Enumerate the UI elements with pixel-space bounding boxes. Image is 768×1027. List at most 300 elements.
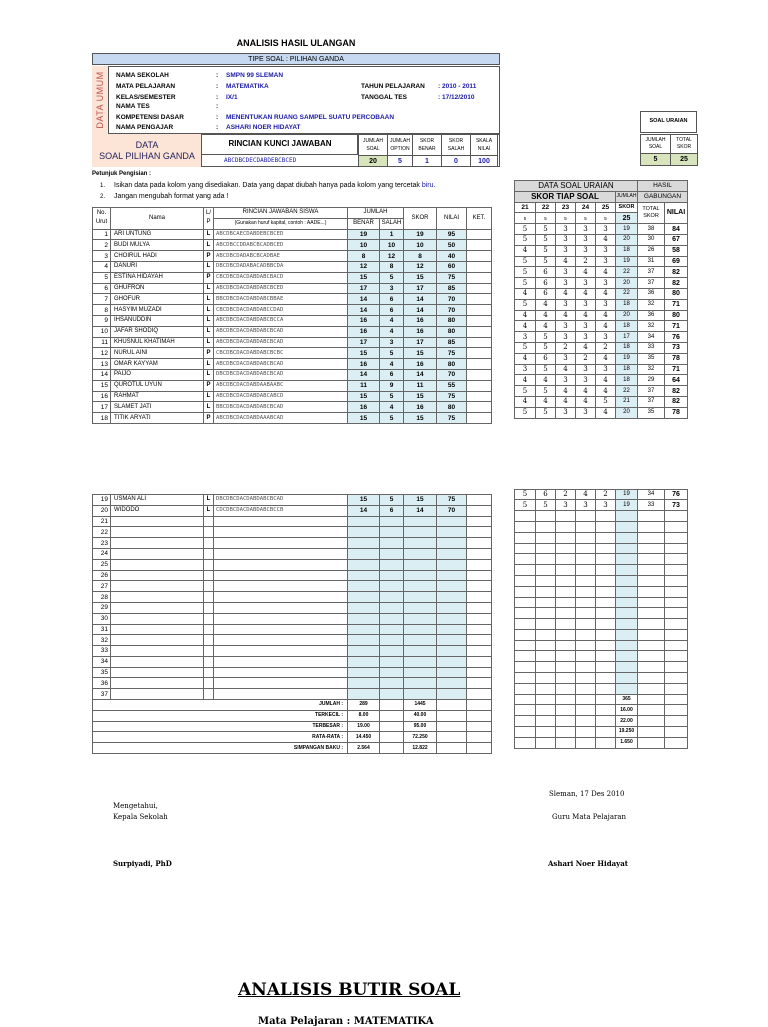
uraian-score[interactable]: 5	[536, 364, 556, 375]
uraian-score[interactable]	[596, 597, 616, 608]
row-nama[interactable]	[111, 689, 204, 700]
uraian-score[interactable]	[515, 511, 536, 522]
uraian-score[interactable]: 2	[596, 342, 616, 353]
row-jawaban[interactable]	[214, 667, 348, 678]
row-lp[interactable]	[204, 646, 214, 657]
uraian-score[interactable]: 4	[515, 288, 536, 299]
uraian-score[interactable]	[536, 575, 556, 586]
row-jawaban[interactable]: ABCDBCDADABCBCADBAE	[214, 251, 348, 262]
row-jawaban[interactable]: CBCDBCDACDABDABCBCBC	[214, 348, 348, 359]
uraian-score[interactable]: 5	[536, 256, 556, 267]
uraian-score[interactable]: 4	[596, 267, 616, 278]
uraian-score[interactable]: 3	[556, 353, 576, 364]
uraian-score[interactable]: 3	[556, 224, 576, 235]
uraian-score[interactable]: 3	[515, 364, 536, 375]
row-jawaban[interactable]	[214, 635, 348, 646]
uraian-score[interactable]: 6	[536, 278, 556, 289]
row-lp[interactable]	[204, 592, 214, 603]
uraian-score[interactable]	[515, 608, 536, 619]
uraian-score[interactable]	[556, 619, 576, 630]
uraian-score[interactable]	[576, 521, 596, 532]
row-jawaban[interactable]: ABCDBCCDDABCBCADBCED	[214, 240, 348, 251]
row-ket[interactable]	[467, 240, 492, 251]
row-lp[interactable]: L	[204, 283, 214, 294]
uraian-score[interactable]: 5	[536, 224, 556, 235]
uraian-score[interactable]: 5	[515, 224, 536, 235]
row-nama[interactable]: IHSANUDDIN	[111, 315, 204, 326]
uraian-score[interactable]	[515, 521, 536, 532]
uraian-score[interactable]: 3	[576, 224, 596, 235]
row-nama[interactable]: WIDODO	[111, 505, 204, 516]
row-nama[interactable]	[111, 656, 204, 667]
row-lp[interactable]: L	[204, 359, 214, 370]
uraian-score[interactable]: 2	[556, 489, 576, 500]
row-lp[interactable]	[204, 538, 214, 549]
uraian-score[interactable]	[556, 586, 576, 597]
row-ket[interactable]	[467, 646, 492, 657]
uraian-score[interactable]: 3	[576, 321, 596, 332]
value-kd[interactable]: MENENTUKAN RUANG SAMPEL SUATU PERCOBAAN	[226, 114, 395, 121]
uraian-score[interactable]: 3	[596, 256, 616, 267]
uraian-score[interactable]	[536, 629, 556, 640]
uraian-score[interactable]: 5	[536, 332, 556, 343]
row-ket[interactable]	[467, 305, 492, 316]
uraian-score[interactable]: 3	[576, 245, 596, 256]
row-lp[interactable]: L	[204, 261, 214, 272]
uraian-score[interactable]	[556, 597, 576, 608]
row-nama[interactable]	[111, 559, 204, 570]
row-ket[interactable]	[467, 527, 492, 538]
row-ket[interactable]	[467, 380, 492, 391]
uraian-score[interactable]: 6	[536, 353, 556, 364]
uraian-score[interactable]: 4	[536, 321, 556, 332]
uraian-score[interactable]	[596, 651, 616, 662]
row-lp[interactable]: L	[204, 229, 214, 240]
uraian-score[interactable]: 5	[536, 342, 556, 353]
uraian-score[interactable]	[515, 586, 536, 597]
row-nama[interactable]	[111, 613, 204, 624]
row-lp[interactable]: L	[204, 402, 214, 413]
uraian-score[interactable]	[596, 673, 616, 684]
uraian-score[interactable]	[515, 543, 536, 554]
uraian-score[interactable]: 4	[556, 310, 576, 321]
row-nama[interactable]: PAIJO	[111, 369, 204, 380]
row-ket[interactable]	[467, 678, 492, 689]
row-lp[interactable]	[204, 548, 214, 559]
row-lp[interactable]	[204, 656, 214, 667]
row-nama[interactable]	[111, 581, 204, 592]
row-nama[interactable]	[111, 624, 204, 635]
uraian-score[interactable]	[596, 511, 616, 522]
uraian-score[interactable]: 5	[515, 267, 536, 278]
row-jawaban[interactable]: DBCDBCDACDABDABCBCAD	[214, 494, 348, 505]
row-jawaban[interactable]: DBCDBCDADABACADBBCDA	[214, 261, 348, 272]
uraian-score[interactable]	[596, 543, 616, 554]
uraian-score[interactable]	[596, 554, 616, 565]
uraian-score[interactable]: 4	[576, 386, 596, 397]
uraian-score[interactable]: 4	[576, 288, 596, 299]
uraian-score[interactable]	[515, 565, 536, 576]
row-jawaban[interactable]	[214, 592, 348, 603]
row-jawaban[interactable]: CBCDBCDACDABDABCCDAD	[214, 305, 348, 316]
uraian-score[interactable]: 3	[576, 278, 596, 289]
row-lp[interactable]	[204, 602, 214, 613]
uraian-score[interactable]: 4	[596, 353, 616, 364]
row-ket[interactable]	[467, 602, 492, 613]
value-tanggal[interactable]: : 17/12/2010	[438, 94, 475, 101]
uraian-score[interactable]: 3	[576, 375, 596, 386]
row-ket[interactable]	[467, 315, 492, 326]
row-ket[interactable]	[467, 592, 492, 603]
uraian-score[interactable]: 4	[515, 396, 536, 407]
uraian-score[interactable]	[556, 683, 576, 694]
row-lp[interactable]: P	[204, 348, 214, 359]
uraian-score[interactable]: 5	[515, 489, 536, 500]
uraian-score[interactable]	[556, 629, 576, 640]
row-jawaban[interactable]	[214, 581, 348, 592]
uraian-score[interactable]	[536, 651, 556, 662]
uraian-score[interactable]: 4	[536, 310, 556, 321]
row-jawaban[interactable]	[214, 613, 348, 624]
row-lp[interactable]: P	[204, 272, 214, 283]
uraian-score[interactable]	[536, 673, 556, 684]
row-nama[interactable]: NURUL AINI	[111, 348, 204, 359]
uraian-score[interactable]: 2	[596, 489, 616, 500]
row-jawaban[interactable]: ABCDBCDACDABDABCBCAD	[214, 326, 348, 337]
row-ket[interactable]	[467, 559, 492, 570]
row-lp[interactable]	[204, 635, 214, 646]
row-ket[interactable]	[467, 251, 492, 262]
uraian-score[interactable]: 6	[536, 267, 556, 278]
uraian-score[interactable]: 4	[515, 245, 536, 256]
uraian-score[interactable]: 5	[536, 407, 556, 418]
uraian-score[interactable]	[536, 511, 556, 522]
row-jawaban[interactable]: ABCDBCDACDABDABCBCCA	[214, 315, 348, 326]
uraian-score[interactable]	[556, 673, 576, 684]
row-jawaban[interactable]: CBCDBCDACDABDABCBACD	[214, 272, 348, 283]
value-tahun[interactable]: : 2010 - 2011	[438, 83, 477, 90]
row-lp[interactable]: L	[204, 240, 214, 251]
uraian-score[interactable]: 3	[596, 245, 616, 256]
row-nama[interactable]	[111, 678, 204, 689]
row-nama[interactable]: GHOFUR	[111, 294, 204, 305]
uraian-score[interactable]: 5	[515, 386, 536, 397]
uraian-score[interactable]: 6	[536, 288, 556, 299]
row-nama[interactable]: CHOIRUL HADI	[111, 251, 204, 262]
uraian-score[interactable]	[536, 554, 556, 565]
value-nama-sekolah[interactable]: SMPN 99 SLEMAN	[226, 72, 284, 79]
row-nama[interactable]: ARI UNTUNG	[111, 229, 204, 240]
uraian-score[interactable]	[576, 511, 596, 522]
row-jawaban[interactable]: ABCDBCDACDABDABCABCD	[214, 391, 348, 402]
row-nama[interactable]: OMAR KAYYAM	[111, 359, 204, 370]
value-kelas[interactable]: IX/1	[226, 94, 238, 101]
uraian-score[interactable]: 5	[536, 386, 556, 397]
uraian-score[interactable]	[596, 683, 616, 694]
uraian-score[interactable]	[576, 554, 596, 565]
row-ket[interactable]	[467, 494, 492, 505]
row-ket[interactable]	[467, 413, 492, 424]
row-lp[interactable]	[204, 678, 214, 689]
uraian-score[interactable]: 6	[536, 489, 556, 500]
uraian-score[interactable]: 5	[536, 500, 556, 511]
uraian-score[interactable]: 5	[515, 256, 536, 267]
row-jawaban[interactable]	[214, 602, 348, 613]
row-jawaban[interactable]: CDCDBCDACDABDABCBCCB	[214, 505, 348, 516]
uraian-jumlah-soal[interactable]: 5	[641, 154, 671, 166]
row-ket[interactable]	[467, 294, 492, 305]
uraian-score[interactable]: 4	[536, 375, 556, 386]
row-ket[interactable]	[467, 391, 492, 402]
uraian-score[interactable]	[576, 586, 596, 597]
uraian-score[interactable]: 4	[556, 288, 576, 299]
uraian-score[interactable]: 4	[596, 310, 616, 321]
row-nama[interactable]: HASYIM MUZADI	[111, 305, 204, 316]
row-jawaban[interactable]	[214, 559, 348, 570]
uraian-score[interactable]	[515, 575, 536, 586]
row-ket[interactable]	[467, 624, 492, 635]
uraian-score[interactable]	[515, 662, 536, 673]
row-nama[interactable]	[111, 646, 204, 657]
uraian-score[interactable]: 4	[576, 310, 596, 321]
row-ket[interactable]	[467, 326, 492, 337]
uraian-score[interactable]: 3	[596, 500, 616, 511]
uraian-score[interactable]	[576, 629, 596, 640]
row-lp[interactable]	[204, 570, 214, 581]
uraian-score[interactable]	[556, 565, 576, 576]
uraian-score[interactable]	[596, 565, 616, 576]
uraian-score[interactable]: 3	[576, 364, 596, 375]
uraian-score[interactable]: 3	[556, 407, 576, 418]
value-mapel[interactable]: MATEMATIKA	[226, 83, 269, 90]
uraian-score[interactable]: 4	[596, 375, 616, 386]
uraian-score[interactable]	[576, 619, 596, 630]
uraian-score[interactable]: 3	[596, 299, 616, 310]
uraian-score[interactable]: 5	[515, 278, 536, 289]
uraian-score[interactable]: 3	[515, 332, 536, 343]
row-nama[interactable]	[111, 635, 204, 646]
row-lp[interactable]: P	[204, 380, 214, 391]
row-lp[interactable]	[204, 624, 214, 635]
uraian-score[interactable]	[596, 532, 616, 543]
uraian-score[interactable]: 3	[556, 234, 576, 245]
row-ket[interactable]	[467, 337, 492, 348]
uraian-score[interactable]	[536, 521, 556, 532]
jumlah-option[interactable]: 5	[388, 156, 413, 167]
row-ket[interactable]	[467, 548, 492, 559]
uraian-score[interactable]: 3	[576, 500, 596, 511]
uraian-score[interactable]	[515, 640, 536, 651]
skor-benar[interactable]: 1	[413, 156, 442, 167]
uraian-score[interactable]: 2	[576, 256, 596, 267]
row-ket[interactable]	[467, 635, 492, 646]
uraian-score[interactable]: 4	[596, 234, 616, 245]
uraian-score[interactable]: 4	[556, 256, 576, 267]
row-nama[interactable]: QUROTUL UYUN	[111, 380, 204, 391]
uraian-score[interactable]: 3	[596, 364, 616, 375]
row-lp[interactable]	[204, 559, 214, 570]
row-jawaban[interactable]	[214, 689, 348, 700]
row-lp[interactable]: L	[204, 326, 214, 337]
row-lp[interactable]	[204, 689, 214, 700]
uraian-score[interactable]: 4	[576, 396, 596, 407]
uraian-score[interactable]	[596, 662, 616, 673]
row-lp[interactable]: L	[204, 315, 214, 326]
uraian-score[interactable]: 3	[596, 332, 616, 343]
uraian-score[interactable]: 5	[536, 245, 556, 256]
uraian-score[interactable]	[576, 608, 596, 619]
row-ket[interactable]	[467, 348, 492, 359]
uraian-score[interactable]: 3	[576, 332, 596, 343]
row-nama[interactable]	[111, 570, 204, 581]
uraian-score[interactable]	[556, 575, 576, 586]
skala-nilai[interactable]: 100	[471, 156, 498, 167]
uraian-score[interactable]: 4	[536, 299, 556, 310]
uraian-score[interactable]: 4	[515, 353, 536, 364]
uraian-score[interactable]	[596, 608, 616, 619]
uraian-score[interactable]	[515, 619, 536, 630]
row-jawaban[interactable]	[214, 538, 348, 549]
uraian-score[interactable]: 3	[576, 299, 596, 310]
uraian-score[interactable]	[536, 597, 556, 608]
uraian-score[interactable]	[576, 532, 596, 543]
uraian-score[interactable]: 3	[596, 278, 616, 289]
row-jawaban[interactable]: ABCDBCDACDABDABCBCAD	[214, 337, 348, 348]
row-jawaban[interactable]	[214, 570, 348, 581]
uraian-score[interactable]: 4	[515, 375, 536, 386]
row-jawaban[interactable]	[214, 527, 348, 538]
uraian-score[interactable]	[556, 651, 576, 662]
row-ket[interactable]	[467, 570, 492, 581]
uraian-score[interactable]: 5	[515, 234, 536, 245]
uraian-score[interactable]: 4	[515, 321, 536, 332]
uraian-score[interactable]	[576, 651, 596, 662]
uraian-score[interactable]	[515, 651, 536, 662]
row-ket[interactable]	[467, 402, 492, 413]
row-lp[interactable]: L	[204, 369, 214, 380]
uraian-score[interactable]	[596, 575, 616, 586]
row-nama[interactable]	[111, 516, 204, 527]
uraian-score[interactable]	[576, 575, 596, 586]
uraian-score[interactable]: 3	[556, 245, 576, 256]
row-lp[interactable]	[204, 613, 214, 624]
uraian-score[interactable]	[556, 662, 576, 673]
row-ket[interactable]	[467, 369, 492, 380]
row-jawaban[interactable]	[214, 656, 348, 667]
uraian-score[interactable]: 5	[515, 299, 536, 310]
row-jawaban[interactable]	[214, 548, 348, 559]
uraian-score[interactable]	[556, 554, 576, 565]
uraian-score[interactable]	[536, 565, 556, 576]
uraian-score[interactable]	[576, 597, 596, 608]
row-nama[interactable]: GHUFRON	[111, 283, 204, 294]
uraian-score[interactable]	[536, 586, 556, 597]
uraian-score[interactable]: 4	[515, 310, 536, 321]
row-nama[interactable]: ESTINA HIDAYAH	[111, 272, 204, 283]
uraian-score[interactable]	[556, 511, 576, 522]
uraian-score[interactable]	[536, 640, 556, 651]
uraian-score[interactable]	[536, 662, 556, 673]
uraian-score[interactable]: 3	[576, 234, 596, 245]
uraian-score[interactable]	[596, 586, 616, 597]
row-lp[interactable]: L	[204, 391, 214, 402]
uraian-score[interactable]	[576, 662, 596, 673]
uraian-score[interactable]: 4	[596, 288, 616, 299]
row-lp[interactable]	[204, 667, 214, 678]
uraian-score[interactable]: 3	[556, 299, 576, 310]
uraian-score[interactable]	[556, 521, 576, 532]
row-jawaban[interactable]	[214, 516, 348, 527]
jumlah-soal[interactable]: 20	[359, 156, 388, 167]
row-ket[interactable]	[467, 505, 492, 516]
uraian-score[interactable]	[536, 532, 556, 543]
row-jawaban[interactable]: BBCDBCDACDABDABCBCAD	[214, 402, 348, 413]
row-nama[interactable]: JAFAR SHODIQ	[111, 326, 204, 337]
row-jawaban[interactable]: ABCDBCDACDABDAAABCAD	[214, 413, 348, 424]
row-nama[interactable]: DANURI	[111, 261, 204, 272]
row-nama[interactable]: SLAMET JATI	[111, 402, 204, 413]
row-nama[interactable]: BUDI MULYA	[111, 240, 204, 251]
uraian-score[interactable]	[576, 640, 596, 651]
row-ket[interactable]	[467, 538, 492, 549]
uraian-score[interactable]	[576, 673, 596, 684]
row-ket[interactable]	[467, 581, 492, 592]
uraian-score[interactable]	[536, 619, 556, 630]
row-jawaban[interactable]: DBCDBCDACDABDABCBCAD	[214, 369, 348, 380]
row-lp[interactable]: L	[204, 505, 214, 516]
row-jawaban[interactable]	[214, 646, 348, 657]
row-ket[interactable]	[467, 229, 492, 240]
uraian-score[interactable]	[556, 543, 576, 554]
uraian-score[interactable]	[515, 554, 536, 565]
row-nama[interactable]	[111, 538, 204, 549]
uraian-score[interactable]: 4	[556, 364, 576, 375]
row-ket[interactable]	[467, 689, 492, 700]
row-nama[interactable]: USMAN ALI	[111, 494, 204, 505]
row-nama[interactable]: RAHMAT	[111, 391, 204, 402]
row-nama[interactable]	[111, 527, 204, 538]
row-ket[interactable]	[467, 283, 492, 294]
row-nama[interactable]	[111, 592, 204, 603]
row-lp[interactable]: L	[204, 337, 214, 348]
row-jawaban[interactable]: ABCDBCDACDABDABCBCED	[214, 283, 348, 294]
uraian-score[interactable]: 4	[556, 396, 576, 407]
uraian-score[interactable]: 4	[536, 396, 556, 407]
uraian-score[interactable]: 4	[596, 386, 616, 397]
uraian-score[interactable]	[515, 532, 536, 543]
uraian-score[interactable]: 2	[576, 353, 596, 364]
uraian-score[interactable]	[556, 608, 576, 619]
uraian-score[interactable]	[536, 543, 556, 554]
uraian-score[interactable]: 3	[556, 332, 576, 343]
uraian-score[interactable]: 5	[515, 500, 536, 511]
uraian-score[interactable]	[515, 673, 536, 684]
uraian-score[interactable]	[576, 543, 596, 554]
uraian-score[interactable]	[576, 683, 596, 694]
uraian-score[interactable]	[556, 532, 576, 543]
row-nama[interactable]	[111, 667, 204, 678]
uraian-score[interactable]	[596, 521, 616, 532]
row-jawaban[interactable]: ABCDBCDACDABDAABAABC	[214, 380, 348, 391]
uraian-score[interactable]: 4	[576, 342, 596, 353]
uraian-score[interactable]: 3	[576, 407, 596, 418]
row-lp[interactable]: P	[204, 413, 214, 424]
uraian-score[interactable]	[515, 683, 536, 694]
uraian-score[interactable]	[556, 640, 576, 651]
uraian-score[interactable]: 3	[556, 500, 576, 511]
row-nama[interactable]: TITIK ARYATI	[111, 413, 204, 424]
uraian-score[interactable]	[536, 608, 556, 619]
